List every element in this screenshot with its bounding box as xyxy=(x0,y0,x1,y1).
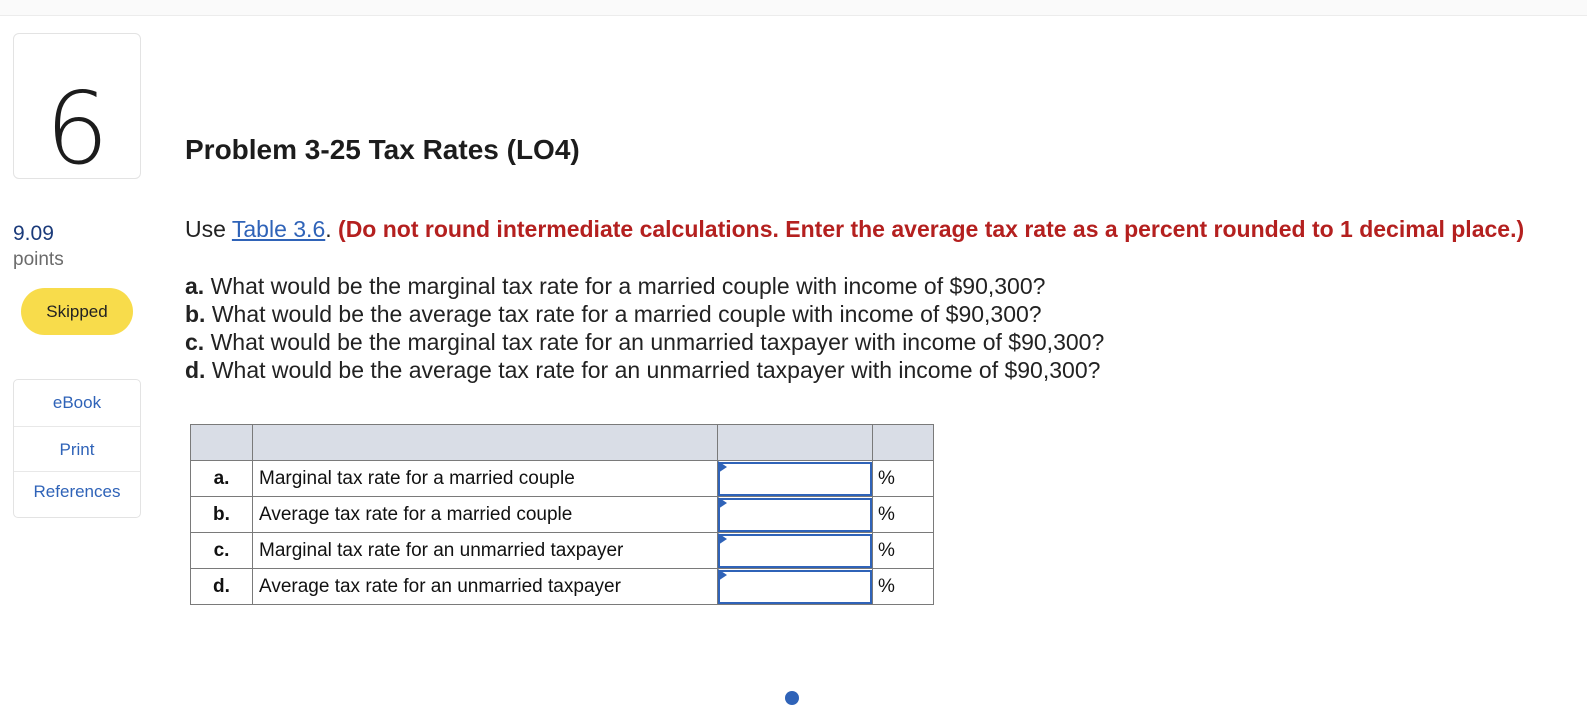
row-letter: c. xyxy=(191,533,253,569)
average-rate-married-input[interactable] xyxy=(718,498,872,532)
answer-table-header xyxy=(191,425,934,461)
flag-icon xyxy=(718,497,727,509)
question-part-b: b. What would be the average tax rate for a married couple with income of $90,300? xyxy=(185,301,1042,327)
unit-label: % xyxy=(873,497,934,533)
top-bar xyxy=(0,0,1587,16)
flag-icon xyxy=(718,533,727,545)
row-letter: b. xyxy=(191,497,253,533)
flag-icon xyxy=(718,461,727,473)
answer-table xyxy=(190,424,934,605)
problem-title: Problem 3-25 Tax Rates (LO4) xyxy=(185,134,580,165)
scroll-indicator[interactable] xyxy=(785,691,799,705)
row-label: Marginal tax rate for a married couple xyxy=(253,461,718,497)
instruction-note: (Do not round intermediate calculations. Enter the average tax rate as a percent rounded to 1 decimal place.) xyxy=(338,216,1525,242)
points-value: 9.09 xyxy=(13,222,54,245)
table-row xyxy=(191,497,934,533)
question-part-d: d. What would be the average tax rate for an unmarried taxpayer with income of $90,300? xyxy=(185,357,1101,383)
row-letter: a. xyxy=(191,461,253,497)
question-parts xyxy=(185,272,1104,384)
unit-label: % xyxy=(873,461,934,497)
marginal-rate-married-input[interactable] xyxy=(718,462,872,496)
status-badge: Skipped xyxy=(21,288,133,335)
table-link[interactable]: Table 3.6 xyxy=(231,216,326,242)
marginal-rate-unmarried-input[interactable] xyxy=(718,534,872,568)
instruction-prefix: Use xyxy=(185,216,232,242)
row-letter: d. xyxy=(191,569,253,605)
print-link[interactable]: Print xyxy=(14,427,140,472)
question-number: 6 xyxy=(45,70,109,187)
average-rate-unmarried-input[interactable] xyxy=(718,570,872,604)
row-label: Average tax rate for a married couple xyxy=(253,497,718,533)
row-label: Marginal tax rate for an unmarried taxpayer xyxy=(253,533,718,569)
flag-icon xyxy=(718,569,727,581)
table-row xyxy=(191,461,934,497)
points-label: points xyxy=(13,249,64,270)
ebook-link[interactable]: eBook xyxy=(14,380,140,427)
table-row xyxy=(191,533,934,569)
unit-label: % xyxy=(873,533,934,569)
resources-panel xyxy=(13,379,141,518)
instruction-sep: . xyxy=(325,216,339,242)
question-part-c: c. What would be the marginal tax rate for an unmarried taxpayer with income of $90,300? xyxy=(185,329,1105,355)
unit-label: % xyxy=(873,569,934,605)
table-row xyxy=(191,569,934,605)
question-number-box xyxy=(13,33,141,187)
question-part-a: a. What would be the marginal tax rate for a married couple with income of $90,300? xyxy=(185,273,1046,299)
row-label: Average tax rate for an unmarried taxpayer xyxy=(253,569,718,605)
references-link[interactable]: References xyxy=(33,482,121,501)
instructions xyxy=(185,216,1524,243)
